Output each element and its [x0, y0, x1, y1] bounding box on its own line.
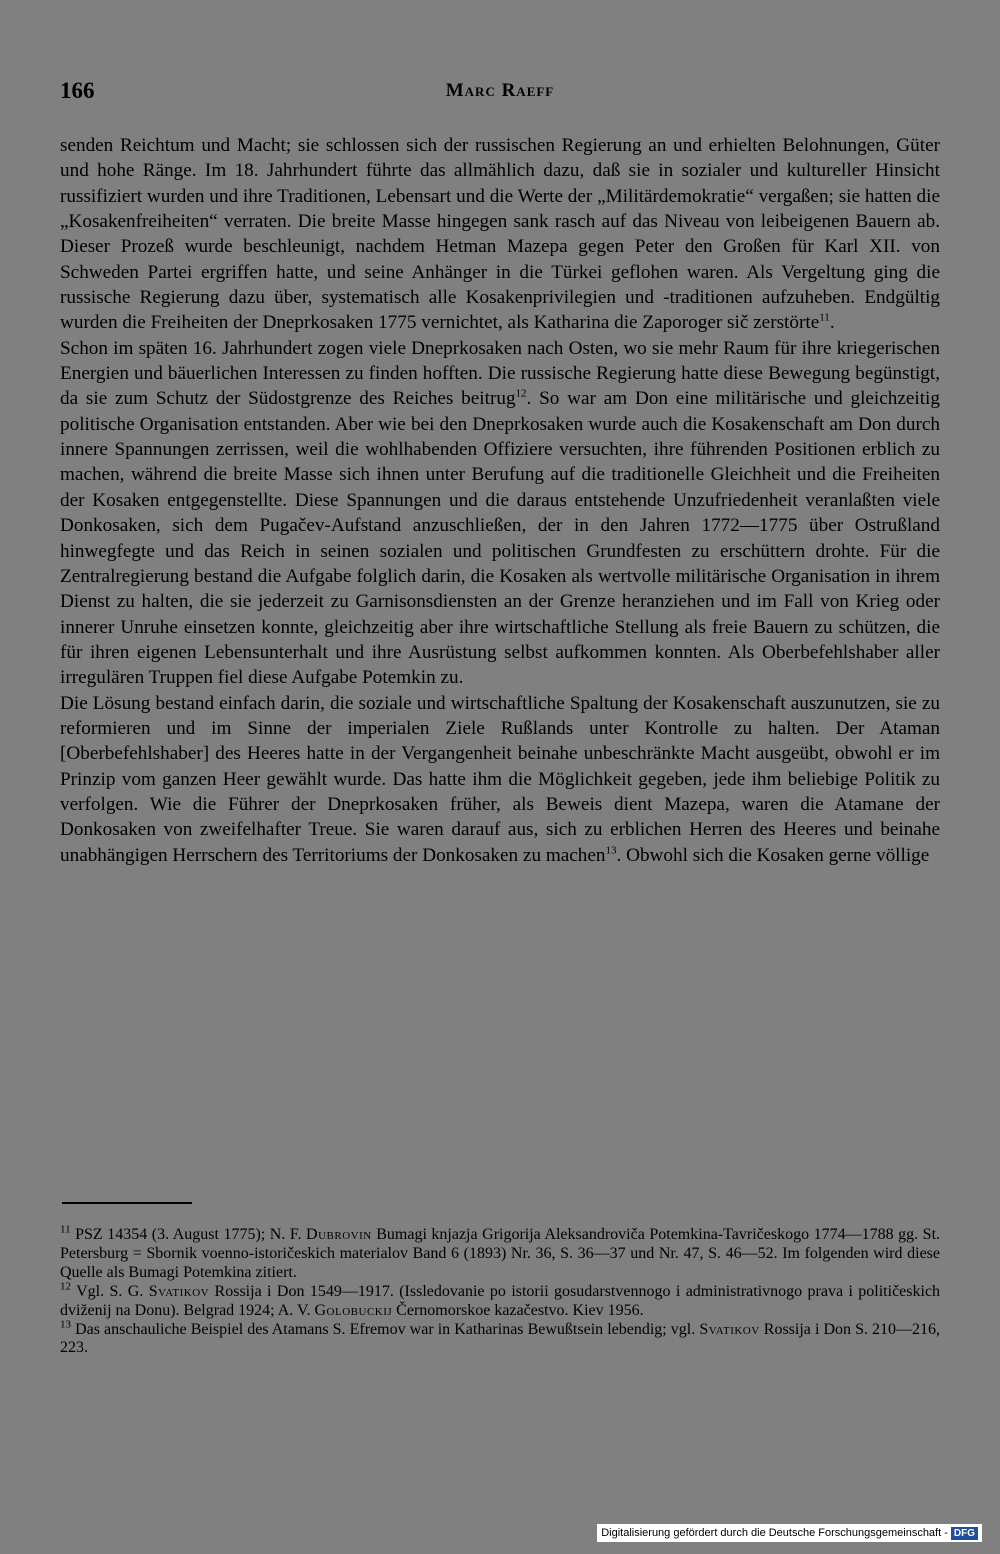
footnote-marker: 12	[60, 1280, 71, 1293]
footnote-text: Das anschauliche Beispiel des Atamans S. Efremov war in Katharinas Bewußtsein lebendig; vgl.	[75, 1320, 696, 1338]
paragraph-text: . Obwohl sich die Kosaken gerne völlige	[616, 844, 930, 866]
footnote-11	[60, 1223, 941, 1283]
digitization-credit	[597, 1524, 982, 1542]
footnote-text: PSZ 14354 (3. August 1775); N. F.	[75, 1226, 302, 1243]
author-name: Svatikov	[699, 1320, 760, 1338]
paragraph-text: Die Lösung bestand einfach darin, die soziale und wirtschaftliche Spaltung der Kosakenschaft auszunutzen, sie zu reformieren und im Sinne der imperialen Ziele Rußlands unter Kontrolle zu halten. Der Ataman [Oberbefehlshaber] des Heeres hatte in der Vergangenheit beinahe unbeschränkte Macht ausgeübt, obwohl er im Prinzip vom ganzen Heer gewählt wurde. Das hatte ihm die Möglichkeit gegeben, jede ihm beliebige Politik zu verfolgen. Wie die Führer der Dneprkosaken früher, als Beweis dient Mazepa, waren die Atamane der Donkosaken von zweifelhafter Treue. Sie waren darauf aus, sich zu erblichen Herren des Heeres und beinahe unabhängigen Herrschern des Territoriums der Donkosaken zu machen	[60, 692, 940, 866]
paragraph-text: Schon im späten 16. Jahrhundert zogen viele Dneprkosaken nach Osten, wo sie mehr Raum für ihre kriegerischen Energien und bäuerlichen Interessen zu finden hofften. Die russische Regierung hatte diese Bewegung begünstigt, da sie zum Schutz der Südostgrenze des Reiches beitrug	[60, 337, 940, 410]
footnote-marker: 13	[60, 1318, 71, 1331]
author-name: Golobuckij	[314, 1301, 393, 1319]
footnote-text: Bumagi knjazja Grigorija Aleksandroviča Potemkina-Tavričeskogo 1774—1788 gg. St. Petersburg = Sbornik voenno-istoričeskich materialov Band 6 (1893) Nr. 36, S. 36—37 und Nr. 47, S. 46—52. Im folgenden wird diese Quelle als Bumagi Potemkina zitiert.	[60, 1226, 941, 1281]
body-text	[60, 133, 940, 868]
page-header	[60, 78, 940, 108]
footnote-marker: 11	[60, 1223, 71, 1236]
credit-text: Digitalisierung gefördert durch die Deutsche Forschungsgemeinschaft -	[601, 1527, 948, 1539]
paragraph-text: .	[829, 312, 835, 334]
footnote-ref-11: 11	[819, 312, 830, 325]
footnote-text: Rossija i Don S. 210—216, 223.	[60, 1320, 941, 1357]
footnote-12	[60, 1280, 941, 1321]
footnote-separator	[62, 1202, 192, 1204]
paragraph-3	[60, 691, 940, 868]
footnote-text: Černomorskoe kazačestvo. Kiev 1956.	[396, 1301, 644, 1319]
paragraph-1	[60, 133, 940, 336]
paragraph-2	[60, 336, 940, 691]
author-name: Svatikov	[148, 1282, 210, 1300]
footnote-ref-12: 12	[515, 388, 527, 401]
footnote-ref-13: 13	[605, 844, 617, 857]
footnote-text: Rossija i Don 1549—1917. (Issledovanie po istorii gosudarstvennogo i administrativnogo prava i političeskich dviženij na Donu). Belgrad 1924; A. V.	[60, 1282, 941, 1319]
running-head: Marc Raeff	[445, 80, 555, 101]
paragraph-text: senden Reichtum und Macht; sie schlossen sich der russischen Regierung an und erhielten Belohnungen, Güter und hohe Ränge. Im 18. Jahrhundert führte das allmählich dazu, daß sie in sozialer und kultureller Hinsicht russifiziert wurden und ihre Traditionen, Lebensart und die Werte der „Militärdemokratie“ vergaßen; sie hatten die „Kosakenfreiheiten“ verraten. Die breite Masse hingegen sank rasch auf das Niveau von leibeigenen Bauern ab. Dieser Prozeß wurde beschleunigt, nachdem Hetman Mazepa gegen Peter den Großen für Karl XII. von Schweden Partei ergriffen hatte, und seine Anhänger in die Türkei geflohen waren. Als Vergeltung ging die russische Regierung dazu über, systematisch alle Kosakenprivilegien und -traditionen aufzuheben. Endgültig wurden die Freiheiten der Dneprkosaken 1775 vernichtet, als Katharina die Zaporoger sič zerstörte	[60, 135, 940, 334]
footnote-13	[60, 1318, 941, 1359]
footnote-text: Vgl. S. G.	[76, 1282, 144, 1300]
paragraph-text: . So war am Don eine militärische und gleichzeitig politische Organisation entstanden. Aber wie bei den Dneprkosaken wurde auch die Kosakenschaft am Don durch innere Spannungen zerrissen, weil die wohlhabenden Offiziere versuchten, ihre führenden Positionen erblich zu machen, während die breite Masse sich ihnen unter Berufung auf die traditionelle Gleichheit und die Freiheiten der Kosaken entgegenstellte. Diese Spannungen und die daraus entstehende Unzufriedenheit veranlaßten viele Donkosaken, sich dem Pugačev-Aufstand anzuschließen, der in den Jahren 1772—1775 über Ostrußland hinwegfegte und das Reich in seinen sozialen und politischen Grundfesten zu erschüttern drohte. Für die Zentralregierung bestand die Aufgabe folglich darin, die Kosaken als wertvolle militärische Organisation in ihrem Dienst zu halten, die sie jederzeit zu Garnisonsdiensten an der Grenze heranziehen und im Fall von Krieg oder innerer Unruhe einsetzen konnte, gleichzeitig aber ihre wirtschaftliche Stellung als freie Bauern zu schützen, die für ihren eigenen Lebensunterhalt und ihre Ausrüstung selbst aufkommen konnten. Als Oberbefehlshaber aller irregulären Truppen fiel diese Aufgabe Potemkin zu.	[60, 388, 940, 689]
page-number: 166	[60, 78, 95, 103]
author-name: Dubrovin	[306, 1226, 372, 1243]
dfg-logo: DFG	[951, 1527, 978, 1540]
footnotes	[60, 1223, 941, 1358]
